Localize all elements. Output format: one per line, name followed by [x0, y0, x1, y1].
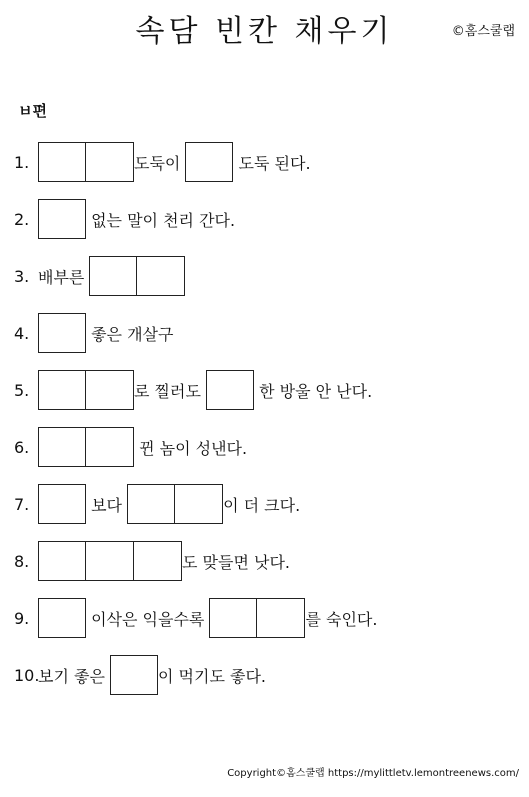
question-number: 4.: [14, 323, 30, 343]
blank-box[interactable]: [257, 598, 305, 638]
answer-blank[interactable]: [89, 256, 185, 296]
question-text: 이 더 크다.: [223, 495, 301, 515]
brand-label: ©홈스쿨랩: [451, 24, 515, 39]
blank-box[interactable]: [86, 370, 134, 410]
question-row: [14, 368, 372, 412]
blank-box[interactable]: [89, 256, 137, 296]
question-text: 도 맞들면 낫다.: [182, 552, 290, 572]
question-row: [14, 425, 247, 469]
answer-blank[interactable]: [38, 427, 134, 467]
question-text: 도둑 된다.: [233, 153, 311, 173]
answer-blank[interactable]: [110, 655, 158, 695]
blank-box[interactable]: [38, 541, 86, 581]
blank-box[interactable]: [206, 370, 254, 410]
answer-blank[interactable]: [185, 142, 233, 182]
question-row: [14, 197, 235, 241]
blank-box[interactable]: [38, 142, 86, 182]
question-text: 를 숙인다.: [305, 609, 378, 629]
question-text: 보기 좋은: [38, 666, 110, 686]
question-text: 이삭은 익을수록: [86, 609, 210, 629]
blank-box[interactable]: [86, 427, 134, 467]
blank-box[interactable]: [137, 256, 185, 296]
question-text: 이 먹기도 좋다.: [158, 666, 266, 686]
blank-box[interactable]: [38, 427, 86, 467]
answer-blank[interactable]: [38, 199, 86, 239]
question-row: [14, 482, 300, 526]
blank-box[interactable]: [86, 142, 134, 182]
blank-box[interactable]: [38, 598, 86, 638]
question-text: 로 찔러도: [134, 381, 206, 401]
question-row: [14, 596, 377, 640]
question-text: 뀐 놈이 성낸다.: [134, 438, 248, 458]
answer-blank[interactable]: [38, 142, 134, 182]
question-number: 6.: [14, 437, 30, 457]
blank-box[interactable]: [209, 598, 257, 638]
section-heading: ㅂ편: [18, 102, 47, 120]
question-row: [14, 653, 266, 697]
question-text: 좋은 개살구: [86, 324, 174, 344]
question-text: 보다: [86, 495, 128, 515]
answer-blank[interactable]: [38, 313, 86, 353]
question-row: [14, 140, 311, 184]
question-text: 한 방울 안 난다.: [254, 381, 373, 401]
answer-blank[interactable]: [127, 484, 223, 524]
blank-box[interactable]: [175, 484, 223, 524]
question-number: 8.: [14, 551, 30, 571]
page-title: 속담 빈칸 채우기: [135, 14, 394, 49]
question-number: 3.: [14, 266, 30, 286]
question-row: [14, 254, 185, 298]
blank-box[interactable]: [38, 199, 86, 239]
answer-blank[interactable]: [38, 541, 182, 581]
blank-box[interactable]: [38, 484, 86, 524]
blank-box[interactable]: [127, 484, 175, 524]
question-text: 도둑이: [134, 153, 186, 173]
answer-blank[interactable]: [38, 598, 86, 638]
blank-box[interactable]: [38, 313, 86, 353]
question-number: 5.: [14, 380, 30, 400]
copyright-footer: Copyright©홈스쿨랩 https://mylittletv.lemontreenews.com/: [227, 768, 519, 779]
question-number: 10.: [14, 665, 40, 685]
blank-box[interactable]: [134, 541, 182, 581]
question-number: 7.: [14, 494, 30, 514]
blank-box[interactable]: [38, 370, 86, 410]
question-number: 2.: [14, 209, 30, 229]
answer-blank[interactable]: [38, 370, 134, 410]
blank-box[interactable]: [86, 541, 134, 581]
question-text: 배부른: [38, 267, 90, 287]
blank-box[interactable]: [185, 142, 233, 182]
answer-blank[interactable]: [206, 370, 254, 410]
question-row: [14, 311, 173, 355]
blank-box[interactable]: [110, 655, 158, 695]
answer-blank[interactable]: [209, 598, 305, 638]
question-row: [14, 539, 290, 583]
question-number: 9.: [14, 608, 30, 628]
question-text: 없는 말이 천리 간다.: [86, 210, 236, 230]
answer-blank[interactable]: [38, 484, 86, 524]
question-number: 1.: [14, 152, 30, 172]
